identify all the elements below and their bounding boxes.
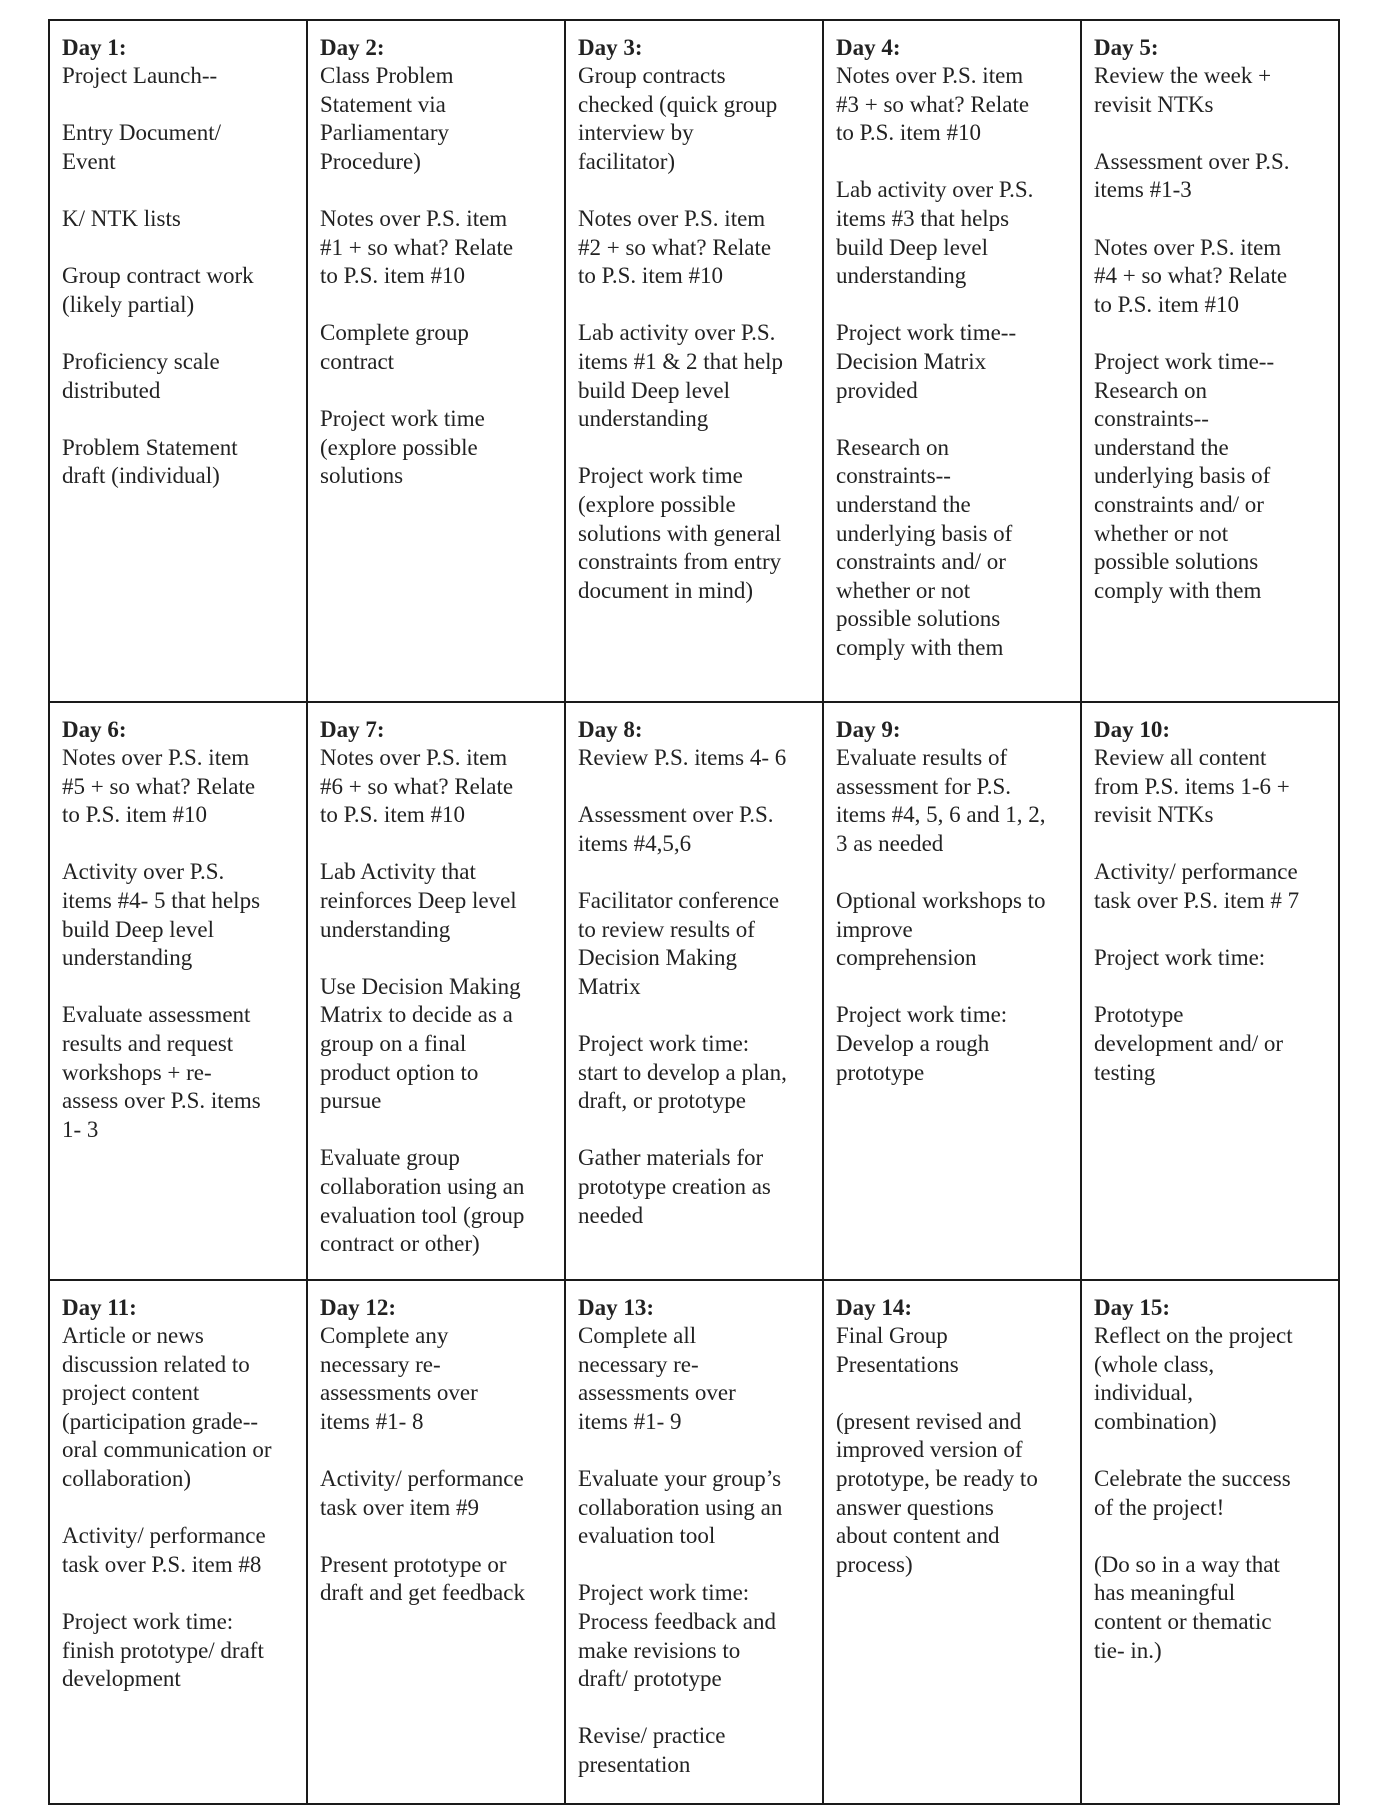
day-activity: (Do so in a way that has meaningful content or thematic tie- in.) <box>1094 1551 1280 1663</box>
day-title: Day 3: <box>578 35 643 60</box>
day-activity: Evaluate your group’s collaboration using an evaluation tool <box>578 1465 783 1549</box>
day-cell <box>49 20 307 702</box>
day-activity: Notes over P.S. item #1 + so what? Relate to P.S. item #10 <box>320 205 514 289</box>
day-activity: Reflect on the project (whole class, individual, combination) <box>1094 1323 1293 1434</box>
day-title: Day 4: <box>836 35 901 60</box>
day-activity: Assessment over P.S. items #1-3 <box>1094 148 1290 203</box>
day-activity: Complete all necessary re- assessments over items #1- 9 <box>578 1323 736 1434</box>
calendar-body <box>49 20 1339 1804</box>
day-activity: Prototype development and/ or testing <box>1094 1002 1284 1085</box>
day-title: Day 12: <box>320 1295 397 1320</box>
day-activity: Evaluate group collaboration using an evaluation tool (group contract or other) <box>320 1145 525 1257</box>
day-activity: Complete group contract <box>320 320 469 374</box>
day-cell <box>565 20 823 702</box>
day-activity: Evaluate assessment results and request workshops + re- assess over P.S. items 1- 3 <box>62 1002 261 1142</box>
day-activity: Facilitator conference to review results of Decision Making Matrix <box>578 887 780 999</box>
day-activity: Lab activity over P.S. items #3 that helps build Deep level understanding <box>836 177 1034 289</box>
day-cell <box>565 702 823 1280</box>
day-activity: Assessment over P.S. items #4,5,6 <box>578 802 774 856</box>
day-activity: Project Launch-- <box>62 63 218 88</box>
day-title: Day 9: <box>836 717 901 742</box>
day-title: Day 10: <box>1094 717 1171 742</box>
day-title: Day 2: <box>320 35 385 60</box>
day-activity: Gather materials for prototype creation as needed <box>578 1145 771 1228</box>
day-activity: Entry Document/ Event <box>62 120 222 174</box>
day-activity: Notes over P.S. item #4 + so what? Relate to P.S. item #10 <box>1094 234 1288 317</box>
day-cell <box>823 1280 1081 1804</box>
day-title: Day 7: <box>320 717 385 742</box>
day-activity: Present prototype or draft and get feedback <box>320 1551 525 1606</box>
project-calendar-table <box>48 19 1340 1805</box>
day-activity: Project work time: <box>1094 945 1266 971</box>
day-cell <box>823 20 1081 702</box>
day-activity: Project work time: Process feedback and make revisions to draft/ prototype <box>578 1580 776 1692</box>
day-cell <box>49 1280 307 1804</box>
day-activity: Review all content from P.S. items 1-6 + revisit NTKs <box>1094 745 1290 828</box>
day-activity: Article or news discussion related to project content (participation grade-- oral communication or collaboration) <box>62 1323 272 1491</box>
day-activity: Project work time: finish prototype/ draft development <box>62 1608 264 1692</box>
day-activity: Final Group Presentations <box>836 1323 959 1377</box>
day-activity: Review P.S. items 4- 6 <box>578 745 787 770</box>
day-activity: Notes over P.S. item #6 + so what? Relate to P.S. item #10 <box>320 745 514 828</box>
day-title: Day 5: <box>1094 35 1159 60</box>
day-activity: Proficiency scale distributed <box>62 348 220 403</box>
day-activity: Use Decision Making Matrix to decide as a group on a final product option to pursue <box>320 973 521 1114</box>
day-activity: Project work time: start to develop a plan, draft, or prototype <box>578 1030 787 1114</box>
day-activity: Group contract work (likely partial) <box>62 263 254 317</box>
week-row-2 <box>49 702 1339 1280</box>
day-title: Day 1: <box>62 35 127 60</box>
day-activity: Project work time (explore possible solutions with general constraints from entry document in mind) <box>578 463 782 603</box>
day-activity: Lab activity over P.S. items #1 & 2 that help build Deep level understanding <box>578 320 784 432</box>
day-activity: (present revised and improved version of prototype, be ready to answer questions about content and process) <box>836 1408 1038 1577</box>
day-cell <box>307 1280 565 1804</box>
day-cell <box>1081 1280 1339 1804</box>
day-title: Day 6: <box>62 717 127 742</box>
day-cell <box>307 702 565 1280</box>
day-activity: Problem Statement draft (individual) <box>62 434 238 489</box>
day-title: Day 8: <box>578 717 643 742</box>
day-activity: Notes over P.S. item #5 + so what? Relate to P.S. item #10 <box>62 745 256 828</box>
day-activity: Review the week + revisit NTKs <box>1094 63 1272 117</box>
week-row-3 <box>49 1280 1339 1804</box>
day-activity: Activity/ performance task over item #9 <box>320 1465 524 1520</box>
day-cell <box>307 20 565 702</box>
day-activity: Group contracts checked (quick group interview by facilitator) <box>578 63 778 174</box>
day-activity: Complete any necessary re- assessments over items #1- 8 <box>320 1323 478 1434</box>
day-activity: Project work time-- Decision Matrix provided <box>836 320 1017 403</box>
day-cell <box>49 702 307 1280</box>
day-cell <box>1081 20 1339 702</box>
day-title: Day 14: <box>836 1295 913 1320</box>
day-activity: K/ NTK lists <box>62 205 181 231</box>
day-activity: Project work time-- Research on constraints-- understand the underlying basis of constraints and/ or whether or not possible solutions comply with them <box>1094 348 1275 603</box>
day-activity: Evaluate results of assessment for P.S. items #4, 5, 6 and 1, 2, 3 as needed <box>836 745 1046 856</box>
day-activity: Notes over P.S. item #3 + so what? Relate to P.S. item #10 <box>836 63 1030 146</box>
day-cell <box>823 702 1081 1280</box>
day-title: Day 13: <box>578 1295 655 1320</box>
day-activity: Celebrate the success of the project! <box>1094 1465 1291 1520</box>
day-activity: Optional workshops to improve comprehension <box>836 887 1046 971</box>
day-activity: Class Problem Statement via Parliamentary Procedure) <box>320 63 454 174</box>
day-activity: Research on constraints-- understand the underlying basis of constraints and/ or whether or not possible solutions comply with them <box>836 434 1013 660</box>
day-activity: Activity/ performance task over P.S. item # 7 <box>1094 859 1300 913</box>
day-activity: Notes over P.S. item #2 + so what? Relate to P.S. item #10 <box>578 205 772 289</box>
week-row-1 <box>49 20 1339 702</box>
day-title: Day 11: <box>62 1295 137 1320</box>
day-activity: Activity over P.S. items #4- 5 that helps build Deep level understanding <box>62 859 261 971</box>
day-activity: Project work time (explore possible solutions <box>320 406 485 489</box>
day-cell <box>565 1280 823 1804</box>
day-activity: Revise/ practice presentation <box>578 1723 726 1777</box>
day-activity: Lab Activity that reinforces Deep level understanding <box>320 859 517 942</box>
day-cell <box>1081 702 1339 1280</box>
day-activity: Project work time: Develop a rough prototype <box>836 1002 1008 1085</box>
day-activity: Activity/ performance task over P.S. item #8 <box>62 1523 266 1577</box>
day-title: Day 15: <box>1094 1295 1171 1320</box>
